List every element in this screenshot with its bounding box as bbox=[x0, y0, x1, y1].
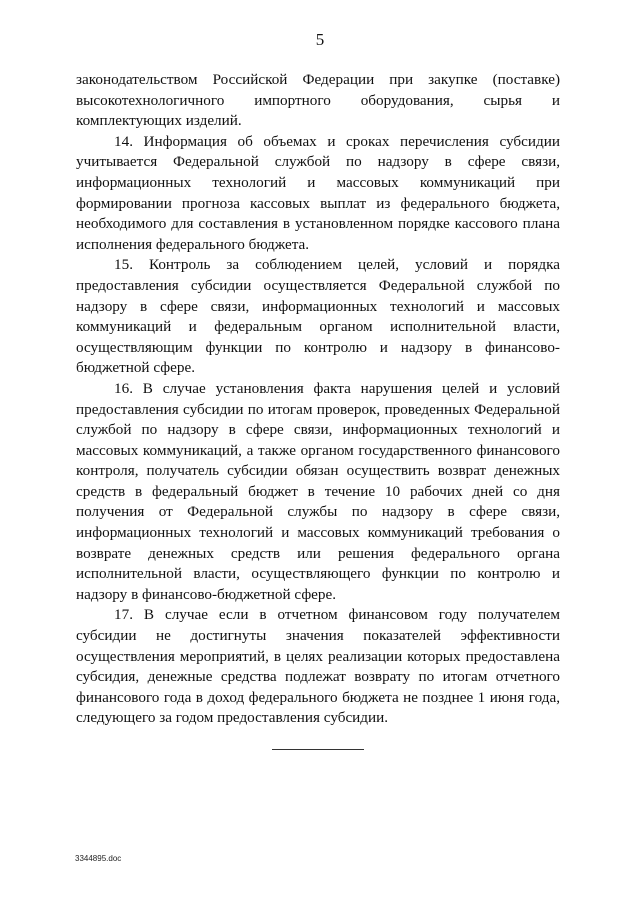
paragraph-17: 17. В случае если в отчетном финансовом году получателем субсидии не достигнуты значения показателей эффективности осуществления мероприятий, в целях реализации которых предоставлена субсидия, денежные средства подлежат возврату по итогам отчетного финансового года в доход федерального бюджета не позднее 1 июня года, следующего за годом предоставления субсидии. bbox=[76, 606, 560, 727]
paragraph-continuation: законодательством Российской Федерации при закупке (поставке) высокотехнологичного импортного оборудования, сырья и комплектующих изделий. bbox=[76, 71, 560, 130]
document-body bbox=[76, 70, 560, 729]
paragraph-14: 14. Информация об объемах и сроках перечисления субсидии учитывается Федеральной службой по надзору в сфере связи, информационных технологий и массовых коммуникаций при формировании прогноза кассовых выплат из федерального бюджета, необходимого для составления в установленном порядке кассового плана исполнения федерального бюджета. bbox=[76, 132, 560, 253]
paragraph-15: 15. Контроль за соблюдением целей, условий и порядка предоставления субсидии осуществляется Федеральной службой по надзору в сфере связи, информационных технологий и массовых коммуникаций и федеральным органом исполнительной власти, осуществляющим функции по контролю и надзору в финансово-бюджетной сфере. bbox=[76, 256, 560, 377]
page-number: 5 bbox=[315, 30, 325, 49]
paragraph-16: 16. В случае установления факта нарушения целей и условий предоставления субсидии по итогам проверок, проведенных Федеральной службой по надзору в сфере связи, информационных технологий и массовых коммуникаций, а также органом государственного финансового контроля, получатель субсидии обязан осуществить возврат денежных средств в федеральный бюджет в течение 10 рабочих дней со дня получения от Федеральной службы по надзору в сфере связи, информационных технологий и массовых коммуникаций требования о возврате денежных средств или решения федерального органа исполнительной власти, осуществляющего функции по контролю и надзору в финансово-бюджетной сфере. bbox=[76, 379, 560, 603]
footer-doc-code: 3344895.doc bbox=[75, 854, 122, 863]
end-divider-line bbox=[272, 749, 364, 750]
